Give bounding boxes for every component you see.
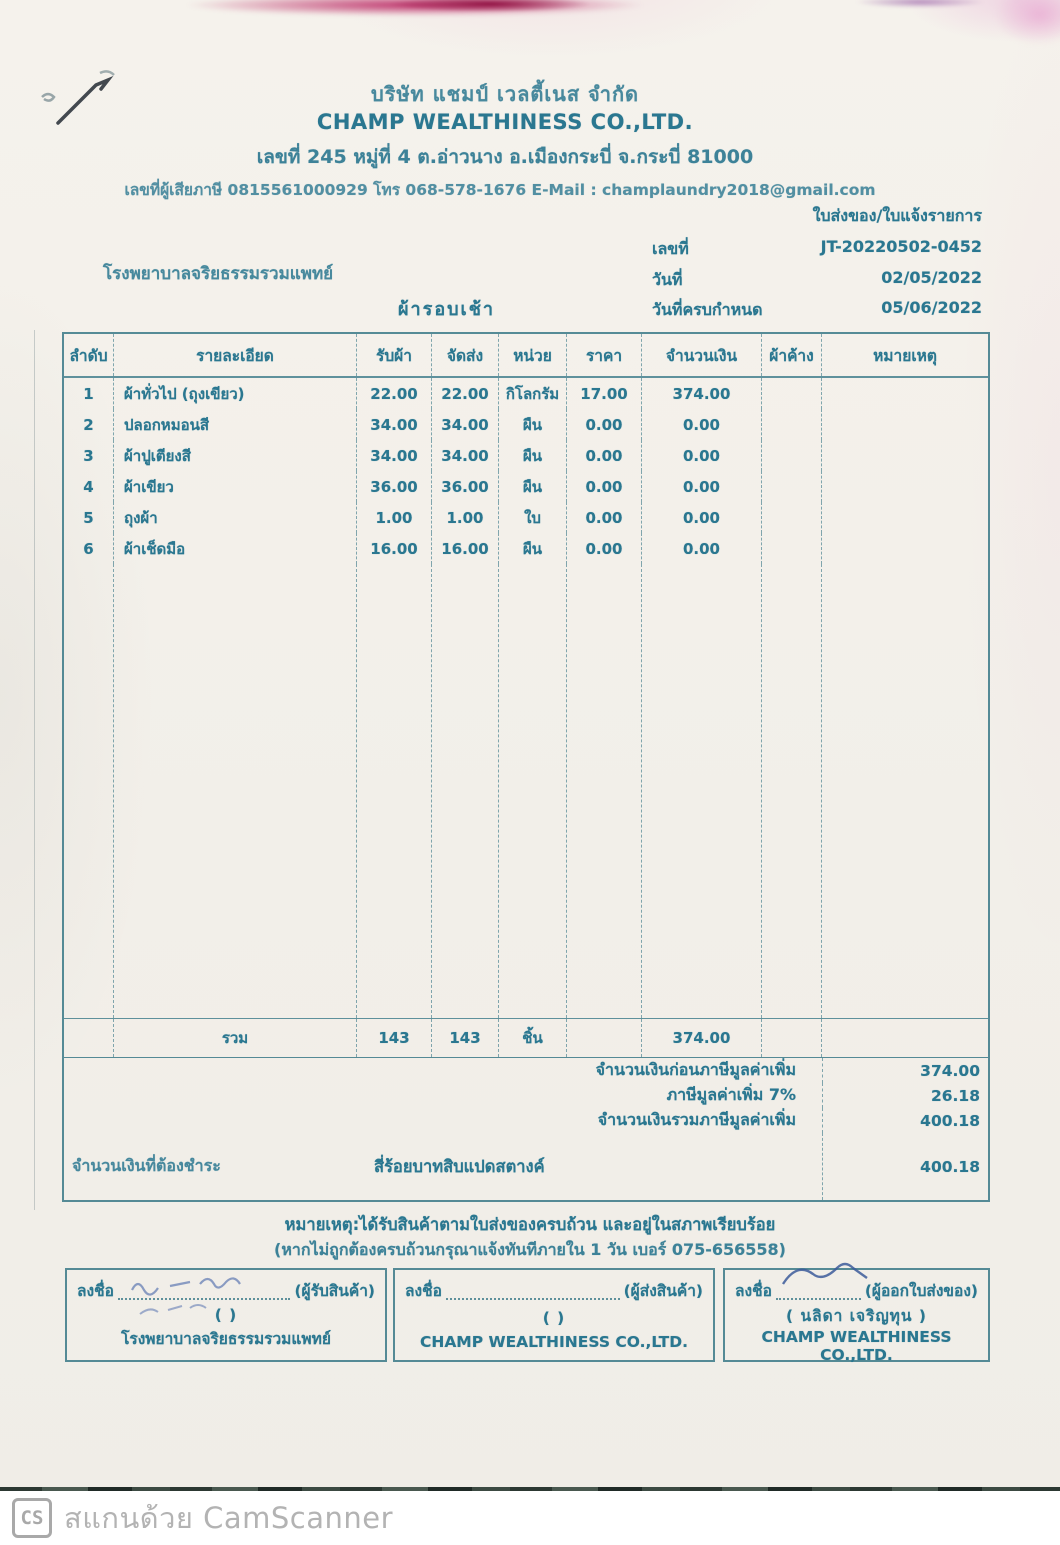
cell-index: 2: [64, 409, 114, 440]
items-table: [62, 332, 990, 1202]
totals-row: [64, 1108, 988, 1133]
cell-amount: 0.00: [642, 440, 762, 471]
cell-note: [822, 409, 988, 440]
header-cell: จำนวนเงิน: [642, 334, 762, 376]
cell-received: 1.00: [357, 502, 432, 533]
table-row: [64, 471, 988, 502]
scan-artifact-corner-pink: [995, 0, 1060, 45]
signature-box-sender: [393, 1268, 715, 1362]
signer-org: CHAMP WEALTHINESS CO.,LTD.: [761, 1328, 952, 1364]
signer-role: (ผู้ออกใบส่งของ): [864, 1282, 978, 1300]
sum-label: รวม: [114, 1019, 357, 1057]
due-date-label: วันที่ครบกำหนด: [652, 300, 763, 319]
cell-amount: 0.00: [642, 471, 762, 502]
cell-note: [822, 378, 988, 409]
totals-value: 400.18: [822, 1108, 988, 1133]
table-row: [64, 502, 988, 533]
cell-delivered: 36.00: [432, 471, 499, 502]
doc-number-value: JT-20220502-0452: [820, 237, 982, 256]
cell-pending: [762, 533, 822, 564]
amount-due-label: จำนวนเงินที่ต้องชำระ: [72, 1156, 221, 1175]
cell-description: ถุงผ้า: [114, 502, 357, 533]
cell-price: 0.00: [567, 533, 642, 564]
table-row: [64, 533, 988, 564]
table-header-row: [64, 334, 988, 378]
cell-unit: กิโลกรัม: [499, 378, 567, 409]
cell-index: 5: [64, 502, 114, 533]
cell-pending: [762, 378, 822, 409]
cell-note: [822, 440, 988, 471]
cell-unit: ใบ: [499, 502, 567, 533]
cell-price: 0.00: [567, 409, 642, 440]
table-body: [64, 378, 988, 564]
totals-value: 374.00: [822, 1058, 988, 1083]
cell-unit: ผืน: [499, 471, 567, 502]
camscanner-footer: [0, 1491, 1060, 1545]
doc-date-value: 02/05/2022: [881, 268, 982, 287]
cell-price: 0.00: [567, 502, 642, 533]
sum-price: [567, 1019, 642, 1057]
sum-received: 143: [357, 1019, 432, 1057]
cell-pending: [762, 471, 822, 502]
cell-description: ปลอกหมอนสี: [114, 409, 357, 440]
cell-index: 1: [64, 378, 114, 409]
cell-note: [822, 533, 988, 564]
header-cell: ผ้าค้าง: [762, 334, 822, 376]
cell-price: 0.00: [567, 471, 642, 502]
totals-row: [64, 1058, 988, 1083]
cell-description: ผ้าทั่วไป (ถุงเขียว): [114, 378, 357, 409]
company-address: เลขที่ 245 หมู่ที่ 4 ต.อ่าวนาง อ.เมืองกระบี่ จ.กระบี่ 81000: [256, 146, 754, 168]
header-cell: หน่วย: [499, 334, 567, 376]
header-cell: ลำดับ: [64, 334, 114, 376]
cell-amount: 374.00: [642, 378, 762, 409]
signature-dotted-line: [776, 1284, 861, 1300]
cell-index: 4: [64, 471, 114, 502]
cell-delivered: 1.00: [432, 502, 499, 533]
signature-box-receiver: [65, 1268, 387, 1362]
camscanner-footer-text: สแกนด้วย CamScanner: [64, 1501, 394, 1535]
remark-line-2: (หากไม่ถูกต้องครบถ้วนกรุณาแจ้งทันทีภายใน 1 วัน เบอร์ 075-656558): [274, 1240, 786, 1259]
company-name-english: CHAMP WEALTHINESS CO.,LTD.: [316, 110, 694, 134]
cell-index: 3: [64, 440, 114, 471]
company-name-thai: บริษัท แชมป์ เวลตี้เนส จำกัด: [370, 82, 640, 106]
totals-label: ภาษีมูลค่าเพิ่ม 7%: [666, 1085, 796, 1104]
cell-pending: [762, 409, 822, 440]
signer-role: (ผู้ส่งสินค้า): [623, 1282, 703, 1300]
cell-description: ผ้าปูเตียงสี: [114, 440, 357, 471]
cell-received: 16.00: [357, 533, 432, 564]
cell-price: 0.00: [567, 440, 642, 471]
batch-title: ผ้ารอบเช้า: [398, 299, 496, 320]
table-empty-space: [64, 564, 988, 1018]
sign-label: ลงชื่อ: [735, 1282, 772, 1300]
cell-delivered: 34.00: [432, 409, 499, 440]
signer-role: (ผู้รับสินค้า): [294, 1282, 375, 1300]
due-date-value: 05/06/2022: [881, 298, 982, 317]
cell-delivered: 16.00: [432, 533, 499, 564]
sum-amount: 374.00: [642, 1019, 762, 1057]
totals-label: จำนวนเงินรวมภาษีมูลค่าเพิ่ม: [597, 1110, 796, 1129]
sign-label: ลงชื่อ: [405, 1282, 442, 1300]
signer-org: โรงพยาบาลจริยธรรมรวมแพทย์: [121, 1330, 331, 1348]
cell-amount: 0.00: [642, 409, 762, 440]
table-summary-row: [64, 1018, 988, 1058]
cell-pending: [762, 502, 822, 533]
totals-section: [64, 1058, 988, 1200]
sum-unit: ชิ้น: [499, 1019, 567, 1057]
cell-description: ผ้าเขียว: [114, 471, 357, 502]
cell-received: 22.00: [357, 378, 432, 409]
signer-name-line: ( ): [542, 1309, 566, 1327]
totals-rows: [64, 1058, 988, 1133]
paper-crease-line: [34, 330, 35, 1210]
table-row: [64, 378, 988, 409]
header-cell: รายละเอียด: [114, 334, 357, 376]
cell-unit: ผืน: [499, 409, 567, 440]
signer-name-line: ( นลิดา เจริญทุน ): [786, 1307, 927, 1325]
cell-note: [822, 502, 988, 533]
customer-name: โรงพยาบาลจริยธรรมรวมแพทย์: [103, 264, 334, 284]
tax-id-line: เลขที่ผู้เสียภาษี 0815561000929 โทร 068-578-1676 E-Mail : champlaundry2018@gmail.com: [124, 181, 876, 199]
doc-number-label: เลขที่: [652, 239, 689, 258]
amount-in-words: สี่ร้อยบาทสิบแปดสตางค์: [374, 1156, 545, 1176]
amount-due-value: 400.18: [822, 1133, 988, 1200]
header-cell: จัดส่ง: [432, 334, 499, 376]
cell-price: 17.00: [567, 378, 642, 409]
scan-artifact-purple-smudge: [855, 0, 985, 8]
sum-pending: [762, 1019, 822, 1057]
cell-unit: ผืน: [499, 533, 567, 564]
cell-pending: [762, 440, 822, 471]
signature-box-issuer: [723, 1268, 990, 1362]
signature-dotted-line: [118, 1284, 291, 1300]
camscanner-logo-icon: CS: [12, 1498, 52, 1538]
cell-received: 34.00: [357, 409, 432, 440]
table-row: [64, 409, 988, 440]
amount-due-row: [64, 1133, 988, 1200]
sum-note: [822, 1019, 988, 1057]
signer-org: CHAMP WEALTHINESS CO.,LTD.: [419, 1333, 689, 1351]
signature-dotted-line: [446, 1284, 620, 1300]
signer-name-line: ( ): [214, 1305, 238, 1324]
table-row: [64, 440, 988, 471]
cell-received: 34.00: [357, 440, 432, 471]
cell-received: 36.00: [357, 471, 432, 502]
cell-index: 6: [64, 533, 114, 564]
cell-amount: 0.00: [642, 502, 762, 533]
cell-delivered: 22.00: [432, 378, 499, 409]
sign-label: ลงชื่อ: [77, 1282, 114, 1300]
sum-delivered: 143: [432, 1019, 499, 1057]
cell-amount: 0.00: [642, 533, 762, 564]
totals-label: จำนวนเงินก่อนภาษีมูลค่าเพิ่ม: [595, 1060, 796, 1079]
doc-date-label: วันที่: [652, 270, 683, 289]
totals-row: [64, 1083, 988, 1108]
sum-index: [64, 1019, 114, 1057]
cell-description: ผ้าเช็ดมือ: [114, 533, 357, 564]
totals-value: 26.18: [822, 1083, 988, 1108]
cell-delivered: 34.00: [432, 440, 499, 471]
header-cell: ราคา: [567, 334, 642, 376]
document-type-title: ใบส่งของ/ใบแจ้งรายการ: [812, 206, 982, 225]
header-cell: หมายเหตุ: [873, 346, 937, 365]
header-cell: รับผ้า: [357, 334, 432, 376]
remark-line-1: หมายเหตุ:ได้รับสินค้าตามใบส่งของครบถ้วน และอยู่ในสภาพเรียบร้อย: [284, 1215, 776, 1234]
cell-unit: ผืน: [499, 440, 567, 471]
cell-note: [822, 471, 988, 502]
